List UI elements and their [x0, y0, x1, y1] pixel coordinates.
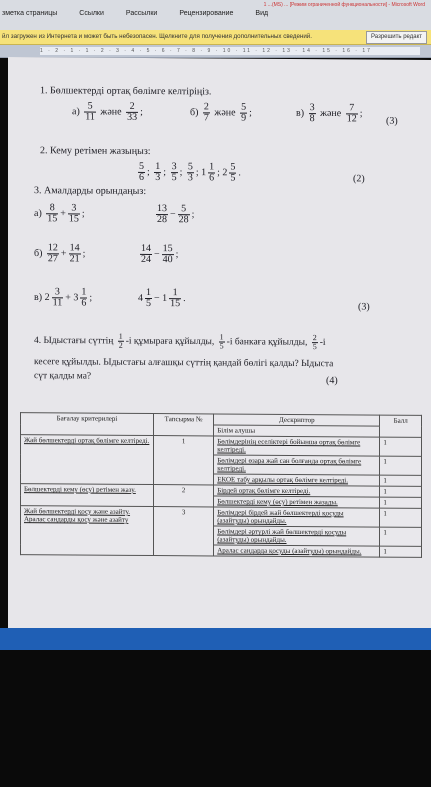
- fraction: $\frac{7}{12}$: [346, 102, 357, 125]
- q1-a-and: және: [100, 106, 122, 118]
- fraction: $\frac{2}{5}$: [312, 333, 317, 352]
- fraction: $\frac{5}{5}$: [230, 161, 236, 184]
- mixed-whole: 2: [44, 292, 50, 304]
- q1-part-b: б) $\frac{2}{7}$ және $\frac{5}{9}$ ;: [190, 101, 252, 124]
- mixed-whole: 3: [73, 292, 79, 304]
- q3-part-b: б) $\frac{12}{27}$ + $\frac{14}{21}$ ;: [34, 242, 86, 265]
- descriptor-cell: Бөлімдері өзара жай сан болғанда ортақ бөлімге келтіреді.: [214, 455, 380, 475]
- criteria-cell: Жай бөлшектерді ортақ бөлімге келтіреді.: [21, 435, 154, 485]
- fraction: $\frac{2}{33}$: [127, 100, 138, 123]
- header-score: Балл: [380, 415, 422, 437]
- status-bar: [0, 628, 431, 650]
- q1-a-label: а): [72, 106, 80, 118]
- q4-points: (4): [326, 375, 338, 387]
- assessment-table: [20, 412, 422, 558]
- fraction: $\frac{14}{21}$: [69, 242, 80, 265]
- q1-part-a: а) $\frac{5}{11}$ және $\frac{2}{33}$ ;: [72, 100, 143, 123]
- score-cell: 1: [380, 456, 422, 475]
- q3-b-label: б): [34, 247, 43, 260]
- q1-b-label: б): [190, 107, 199, 119]
- ribbon-tabs: [0, 10, 290, 24]
- header-task: Тапсырма №: [153, 414, 213, 436]
- fraction: $\frac{1}{5}$: [146, 286, 151, 309]
- descriptor-cell: Бөлшектерді кему (өсу) ретімен жазады.: [214, 496, 380, 508]
- q2-points: (2): [353, 173, 365, 185]
- fraction: $\frac{1}{2}$: [118, 331, 123, 350]
- mixed-whole: 2: [222, 167, 228, 179]
- tab-references[interactable]: Ссылки: [79, 10, 104, 17]
- ribbon: [0, 0, 431, 30]
- score-cell: 1: [380, 508, 422, 527]
- document-page: [8, 57, 431, 631]
- protected-view-message[interactable]: йл загружен из Интернета и может быть небезопасен. Щелкните для получения дополнительных сведений.: [2, 33, 312, 40]
- task-cell: 2: [153, 485, 213, 507]
- q1-c-label: в): [296, 107, 305, 119]
- descriptor-cell: Бөлімдерінің еселіктері бойынша ортақ бөлімге келтіреді.: [214, 436, 380, 456]
- fraction: $\frac{5}{6}$: [139, 160, 144, 183]
- fraction: $\frac{5}{3}$: [187, 161, 193, 184]
- q1-b-and: және: [214, 107, 236, 119]
- score-cell: 1: [380, 486, 422, 497]
- protected-view-bar: [0, 30, 431, 45]
- q3-part-b2: $\frac{14}{24}$ − $\frac{15}{40}$ ;: [141, 242, 179, 266]
- table-row: [21, 506, 422, 528]
- task-cell: 1: [153, 436, 213, 485]
- q4-line2: кесеге құйылды. Ыдыстағы алғашқы сүттің қандай бөлігі қалды? Ыдыста: [34, 357, 334, 370]
- fraction: $\frac{5}{28}$: [178, 203, 189, 226]
- q1-points: (3): [386, 115, 398, 127]
- screen-bezel: [0, 650, 431, 787]
- q1-title: 1. Бөлшектерді ортақ бөлімге келтіріңіз.: [40, 85, 212, 98]
- q3-title: 3. Амалдарды орындаңыз:: [34, 185, 147, 197]
- tab-page-layout[interactable]: зметка страницы: [2, 10, 58, 17]
- window-title: 1 ...(MS) ... [Режим ограниченной функциональности] - Microsoft Word: [263, 2, 425, 8]
- fraction: $\frac{14}{24}$: [141, 242, 151, 265]
- score-cell: 1: [380, 437, 422, 456]
- fraction: $\frac{5}{11}$: [85, 100, 95, 123]
- header-descriptor: Дескриптор: [214, 414, 380, 426]
- descriptor-cell: Бөлімдері бірдей жай бөлшектерді қосуды (азайтуды) орындайды.: [214, 507, 380, 527]
- ruler-scale: 1 · 2 · 1 · 1 · 2 · 3 · 4 · 5 · 6 · 7 · 8 · 9 · 10 · 11 · 12 · 13 · 14 · 15 · 16 · 17: [40, 47, 420, 55]
- criteria-cell: [21, 506, 154, 556]
- descriptor-cell: Бірдей ортақ бөлімге келтіреді.: [214, 485, 380, 497]
- q2-title: 2. Кему ретімен жазыңыз:: [40, 145, 151, 157]
- q3-points: (3): [358, 301, 370, 313]
- fraction: $\frac{3}{11}$: [52, 286, 63, 309]
- q4-line3: сүт қалды ма?: [34, 371, 92, 382]
- fraction: $\frac{1}{5}$: [219, 332, 224, 351]
- fraction: $\frac{15}{40}$: [162, 243, 173, 266]
- score-cell: 1: [380, 475, 422, 486]
- task-cell: 3: [153, 507, 213, 556]
- q3-a-label: а): [34, 207, 42, 220]
- fraction: $\frac{12}{27}$: [47, 242, 58, 265]
- mixed-whole: 1: [162, 292, 168, 304]
- fraction: $\frac{3}{8}$: [309, 102, 315, 125]
- q1-c-and: және: [320, 107, 342, 120]
- q4-text1: -і құмыраға құйылды,: [125, 336, 215, 348]
- header-criteria: Бағалау критерилері: [21, 413, 154, 436]
- fraction: $\frac{3}{5}$: [171, 161, 177, 184]
- descriptor-cell: ЕКОЕ табу арқылы ортақ бөлімге келтіреді.: [214, 474, 380, 486]
- fraction: $\frac{1}{6}$: [209, 161, 215, 184]
- criteria-text: Жай бөлшектерді қосу және азайту.: [24, 507, 131, 516]
- fraction: $\frac{1}{6}$: [81, 286, 87, 309]
- q4-text2: -і банкаға құйылды,: [226, 337, 308, 348]
- fraction: $\frac{13}{28}$: [157, 203, 167, 226]
- mixed-whole: 1: [201, 167, 207, 179]
- mixed-whole: 4: [138, 292, 143, 304]
- criteria-cell: Бөлшектерді кему (өсу) ретімен жазу.: [21, 484, 154, 507]
- tab-mailings[interactable]: Рассылки: [125, 10, 158, 17]
- q3-part-a: а) $\frac{8}{15}$ + $\frac{3}{15}$ ;: [34, 202, 85, 225]
- fraction: $\frac{3}{15}$: [68, 202, 79, 225]
- descriptor-cell: Бөлімдері әртүрлі жай бөлшектерді қосуды (азайтуды) орындайды.: [214, 526, 380, 546]
- criteria-text: Аралас сандарды қосу және азайту: [24, 515, 129, 524]
- score-cell: 1: [380, 546, 422, 557]
- q4-line1: [34, 332, 326, 351]
- fraction: $\frac{1}{3}$: [155, 161, 161, 184]
- table-row: [21, 435, 422, 457]
- q2-fractions: $\frac{5}{6}$ ; $\frac{1}{3}$ ; $\frac{3}{5}$ ; $\frac{5}{3}$ ; 1 $\frac{1}{6}$ ; 2 $\frac{5}{5}$ .: [139, 160, 241, 184]
- tab-review[interactable]: Рецензирование: [179, 10, 234, 17]
- fraction: $\frac{8}{15}$: [47, 202, 58, 225]
- fraction: $\frac{1}{15}$: [170, 287, 181, 310]
- fraction: $\frac{5}{9}$: [241, 101, 247, 124]
- descriptor-cell: Аралас сандарда қосуды (азайтуды) орындайды.: [214, 545, 380, 557]
- score-cell: 1: [380, 527, 422, 546]
- q4-text3: -і: [319, 337, 326, 348]
- tab-view[interactable]: Вид: [255, 10, 269, 17]
- fraction: $\frac{2}{7}$: [203, 101, 209, 124]
- q3-c-label: в): [34, 291, 43, 304]
- q1-part-c: в) $\frac{3}{8}$ және $\frac{7}{12}$ ;: [296, 102, 363, 125]
- q3-part-c2: 4 $\frac{1}{5}$ − 1 $\frac{1}{15}$ .: [138, 286, 186, 310]
- score-cell: 1: [380, 497, 422, 508]
- q3-part-c: в) 2 $\frac{3}{11}$ + 3 $\frac{1}{6}$ ;: [34, 286, 93, 309]
- subheader-student: Білім алушы: [214, 425, 380, 437]
- horizontal-ruler[interactable]: [0, 45, 431, 58]
- enable-editing-button[interactable]: Разрешить редакт: [366, 31, 427, 44]
- q3-part-a2: $\frac{13}{28}$ − $\frac{5}{28}$ ;: [157, 203, 195, 226]
- q4-start: 4. Ыдыстағы сүттің: [34, 335, 114, 347]
